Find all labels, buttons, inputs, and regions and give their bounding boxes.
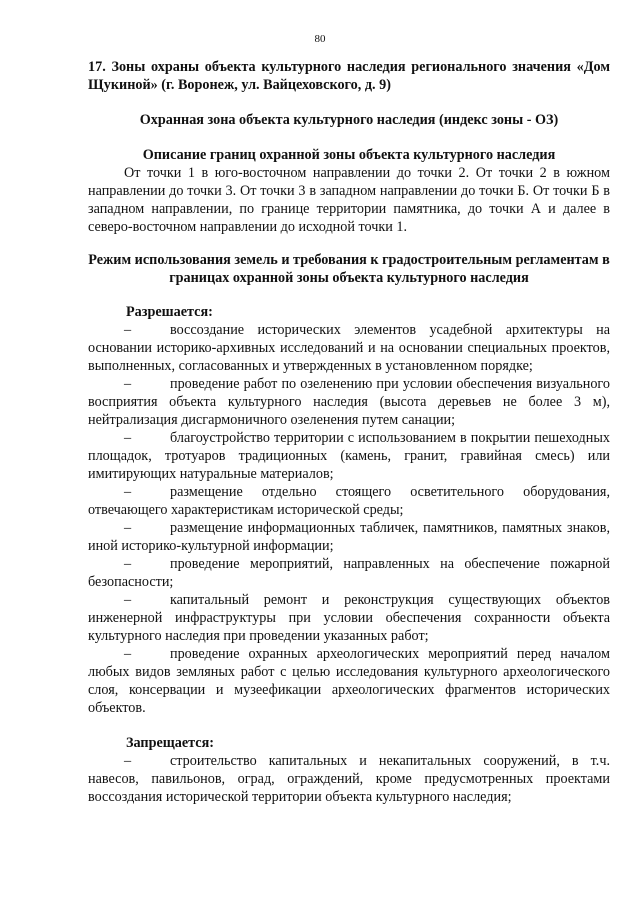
list-dash: – [124,430,132,446]
allowed-item-text: проведение охранных археологических мероприятий перед началом любых видов земляных работ с целью исследования культурного археологического слоя, консервации и музеефикации археологических фрагментов исторических объектов. [88,646,610,716]
allowed-item-text: проведение работ по озеленению при условии обеспечения визуального восприятия объекта культурного наследия (высота деревьев не более 3 м), нейтрализация дисгармоничного озеленения путем санации; [88,376,610,428]
regime-heading: Режим использования земель и требования к градостроительным регламентам в границах охранной зоны объекта культурного наследия [88,252,610,286]
list-dash: – [124,484,132,500]
forbidden-heading: Запрещается: [126,735,214,751]
list-dash: – [124,592,132,608]
allowed-item [88,645,610,717]
allowed-item-text: благоустройство территории с использованием в покрытии пешеходных площадок, тротуаров традиционных (камень, гранит, гравийная смесь) или имитирующих натуральные материалов; [88,430,610,482]
allowed-item-text: капитальный ремонт и реконструкция существующих объектов инженерной инфраструктуры при условии обеспечения сохранности объекта культурного наследия при проведении указанных работ; [88,592,610,644]
zone-heading: Охранная зона объекта культурного наследия (индекс зоны - ОЗ) [139,112,559,128]
allowed-item [88,375,610,429]
page-number: 80 [314,33,326,45]
allowed-heading: Разрешается: [126,304,213,320]
allowed-item-text: проведение мероприятий, направленных на обеспечение пожарной безопасности; [88,556,610,590]
forbidden-item-text: строительство капитальных и некапитальных сооружений, в т.ч. навесов, павильонов, оград, ограждений, кроме предусмотренных проектами воссоздания исторической территории объекта культурного наследия; [88,753,610,805]
list-dash: – [124,646,132,662]
list-dash: – [124,520,132,536]
forbidden-list [88,752,610,806]
forbidden-item [88,752,610,806]
page-content [88,58,610,806]
list-dash: – [124,753,132,769]
allowed-item [88,321,610,375]
allowed-item [88,591,610,645]
list-dash: – [124,376,132,392]
allowed-item-text: размещение отдельно стоящего осветительного оборудования, отвечающего характеристикам исторической среды; [88,484,610,518]
allowed-item-text: воссоздание исторических элементов усадебной архитектуры на основании историко-архивных исследований и на основании специальных проектов, выполненных, согласованных и утвержденных в установленном порядке; [88,322,610,374]
boundary-heading: Описание границ охранной зоны объекта культурного наследия [142,147,556,163]
allowed-item [88,483,610,519]
boundary-description: От точки 1 в юго-восточном направлении до точки 2. От точки 2 в южном направлении до точки 3. От точки 3 в западном направлении до точки Б. От точки Б в западном направлении, по границе территории памятника, до точки А и далее в северо-восточном направлении до исходной точки 1. [88,165,610,235]
allowed-item [88,519,610,555]
allowed-list [88,321,610,717]
allowed-item-text: размещение информационных табличек, памятников, памятных знаков, иной историко-культурной информации; [88,520,610,554]
allowed-item [88,429,610,483]
list-dash: – [124,556,132,572]
section-title: 17. Зоны охраны объекта культурного наследия регионального значения «Дом Щукиной» (г. Воронеж, ул. Вайцеховского, д. 9) [88,59,610,93]
list-dash: – [124,322,132,338]
allowed-item [88,555,610,591]
